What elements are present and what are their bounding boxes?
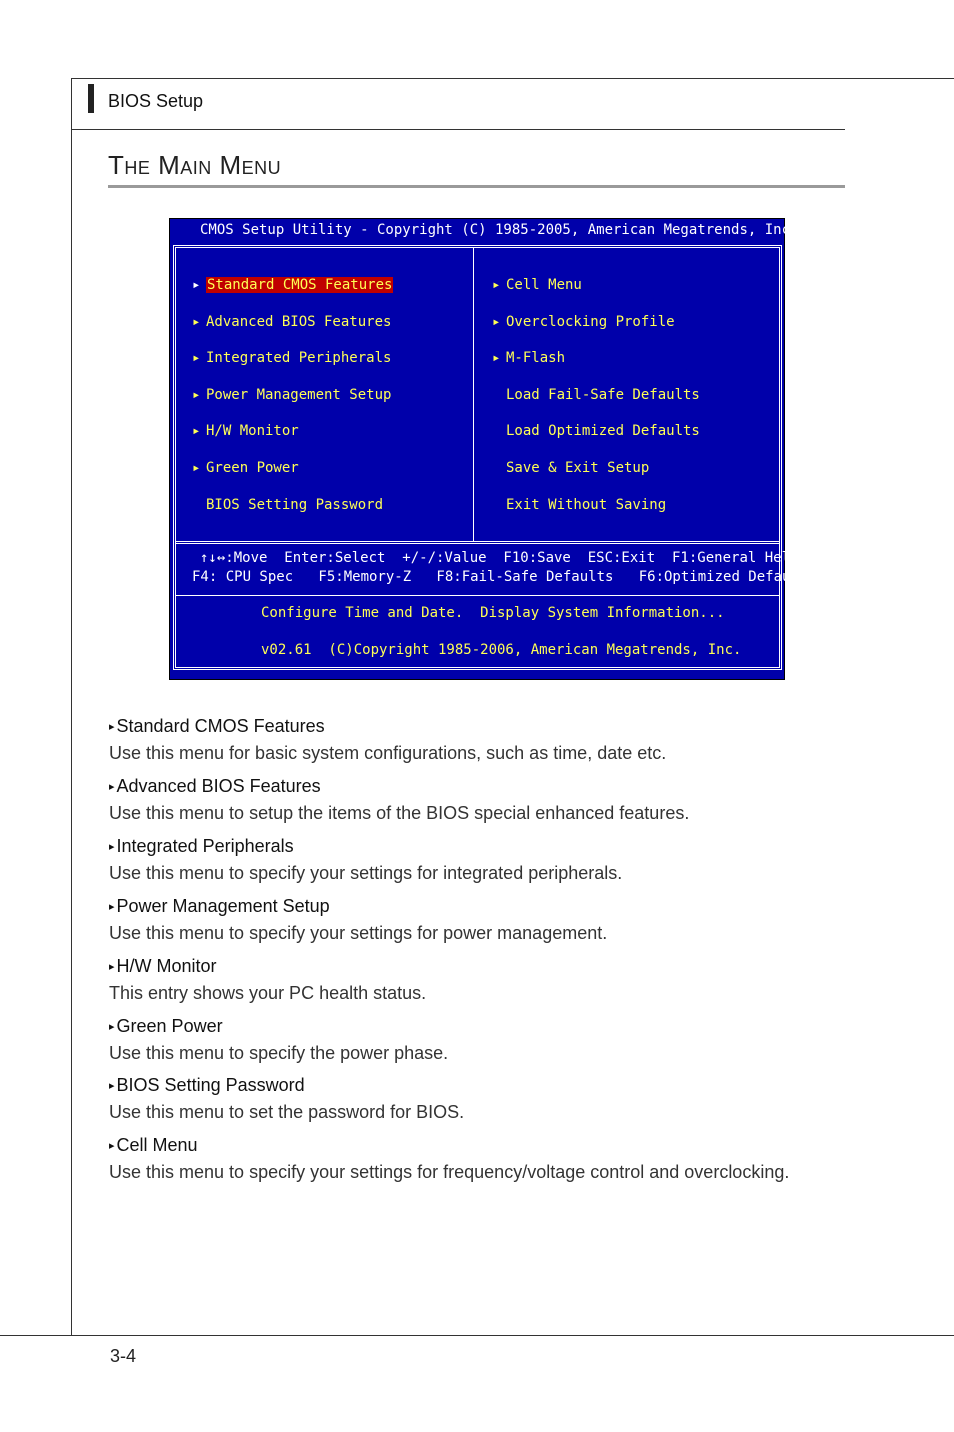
description-text: Use this menu to specify your settings for integrated peripherals.	[109, 862, 623, 883]
bios-menu-item-label: Load Fail-Safe Defaults	[506, 386, 700, 403]
triangle-bullet-icon: ▸	[109, 780, 115, 793]
bios-menu-item-label: Power Management Setup	[206, 386, 392, 403]
menu-description	[109, 714, 666, 768]
triangle-bullet-icon: ▸	[109, 721, 115, 733]
bios-help-line-2: F4: CPU Spec F5:Memory-Z F8:Fail-Safe Defaults F6:Optimized Defaults	[192, 569, 816, 585]
description-text: Use this menu to specify the power phase.	[109, 1042, 449, 1063]
triangle-bullet-icon: ▸	[109, 960, 115, 973]
description-title	[109, 774, 689, 798]
description-text: This entry shows your PC health status.	[109, 982, 427, 1003]
menu-description	[109, 774, 689, 828]
bios-menu-item-label: Cell Menu	[506, 277, 582, 293]
submenu-arrow-icon: ▸	[192, 350, 201, 367]
description-title	[109, 1133, 789, 1157]
header-bottom-rule	[71, 129, 845, 130]
bios-menu-item[interactable]	[492, 459, 649, 477]
description-title	[109, 834, 622, 858]
description-title-text: Integrated Peripherals	[116, 835, 294, 856]
bios-menu-item[interactable]	[192, 313, 391, 331]
bios-menu-item-label: Green Power	[206, 460, 299, 476]
bios-menu-item-label: Exit Without Saving	[506, 496, 667, 513]
triangle-bullet-icon: ▸	[109, 1080, 115, 1093]
description-title	[109, 1073, 464, 1097]
bios-menu-item[interactable]	[192, 349, 391, 367]
bios-menu-item-label: Integrated Peripherals	[206, 350, 392, 367]
bios-menu-item[interactable]	[492, 276, 582, 294]
menu-description	[109, 954, 426, 1008]
bios-menu-item[interactable]	[492, 422, 700, 440]
bios-help-divider-top-inner	[175, 543, 780, 544]
triangle-bullet-icon: ▸	[109, 1020, 115, 1033]
bios-menu-item-label: M-Flash	[506, 350, 566, 367]
submenu-arrow-icon: ▸	[492, 277, 501, 293]
bios-menu-item-label: BIOS Setting Password	[206, 496, 384, 513]
header-marker	[88, 84, 94, 113]
description-title-text: Cell Menu	[116, 1135, 198, 1156]
description-text: Use this menu to set the password for BIOS.	[109, 1102, 465, 1123]
description-title-text: Green Power	[116, 1015, 223, 1036]
bios-version: v02.61 (C)Copyright 1985-2006, American Megatrends, Inc.	[261, 642, 742, 658]
description-title-text: Standard CMOS Features	[116, 716, 325, 736]
bios-menu-item-label: Advanced BIOS Features	[206, 313, 392, 330]
submenu-arrow-icon: ▸	[492, 350, 501, 367]
bios-info-divider	[175, 595, 780, 596]
bios-menu-item[interactable]	[492, 386, 700, 404]
title-rule	[108, 185, 845, 188]
bios-title: CMOS Setup Utility - Copyright (C) 1985-2005, American Megatrends, Inc.	[200, 222, 799, 238]
menu-description	[109, 894, 607, 948]
bios-menu-item[interactable]	[492, 313, 675, 331]
header-top-rule	[71, 78, 954, 79]
bios-menu-item[interactable]	[192, 276, 393, 294]
left-margin-rule	[71, 78, 72, 1336]
bios-menu-item[interactable]	[492, 349, 565, 367]
bios-menu-item-label: Overclocking Profile	[506, 313, 675, 330]
description-title	[109, 894, 607, 918]
bios-menu-item-label: Save & Exit Setup	[506, 460, 650, 476]
bios-help-divider-top	[175, 541, 780, 542]
submenu-arrow-icon: ▸	[192, 277, 201, 293]
menu-description	[109, 834, 622, 888]
bios-menu-item[interactable]	[492, 496, 666, 514]
section-label: BIOS Setup	[108, 91, 204, 111]
triangle-bullet-icon: ▸	[109, 900, 115, 913]
bios-item-help: Configure Time and Date. Display System Information...	[261, 605, 725, 621]
description-title	[109, 714, 666, 738]
bios-column-divider	[473, 247, 474, 541]
description-title	[109, 1014, 448, 1038]
submenu-arrow-icon: ▸	[192, 460, 201, 476]
triangle-bullet-icon: ▸	[109, 1140, 115, 1153]
bios-screenshot	[169, 218, 816, 680]
menu-description	[109, 1073, 464, 1127]
bios-menu-item-label: Load Optimized Defaults	[506, 423, 700, 440]
description-title	[109, 954, 426, 978]
submenu-arrow-icon: ▸	[492, 313, 501, 330]
description-text: Use this menu to setup the items of the BIOS special enhanced features.	[109, 802, 690, 823]
bios-menu-item[interactable]	[192, 459, 299, 477]
page-number: 3-4	[110, 1346, 137, 1366]
description-title-text: Power Management Setup	[116, 895, 330, 916]
bios-menu-item[interactable]	[192, 496, 383, 514]
description-text: Use this menu for basic system configurations, such as time, date etc.	[109, 743, 667, 763]
bios-title-bar	[170, 219, 799, 243]
footer-rule	[0, 1335, 954, 1336]
bios-menu-item[interactable]	[192, 422, 299, 440]
bios-menu-item-label: H/W Monitor	[206, 423, 299, 440]
description-title-text: Advanced BIOS Features	[116, 775, 321, 796]
description-text: Use this menu to specify your settings for frequency/voltage control and overclocking.	[109, 1162, 790, 1183]
submenu-arrow-icon: ▸	[192, 313, 201, 330]
description-title-text: BIOS Setting Password	[116, 1075, 305, 1096]
triangle-bullet-icon: ▸	[109, 840, 115, 853]
submenu-arrow-icon: ▸	[192, 423, 201, 440]
menu-description	[109, 1133, 789, 1187]
description-text: Use this menu to specify your settings for power management.	[109, 922, 608, 943]
description-title-text: H/W Monitor	[116, 955, 217, 976]
bios-help-line-1: ↑↓↔:Move Enter:Select +/-/:Value F10:Save ESC:Exit F1:General Help	[200, 550, 799, 566]
menu-description	[109, 1014, 448, 1068]
submenu-arrow-icon: ▸	[192, 386, 201, 403]
page-title: The Main Menu	[108, 150, 282, 180]
bios-menu-item[interactable]	[192, 386, 391, 404]
bios-menu-item-label: Standard CMOS Features	[207, 277, 393, 293]
